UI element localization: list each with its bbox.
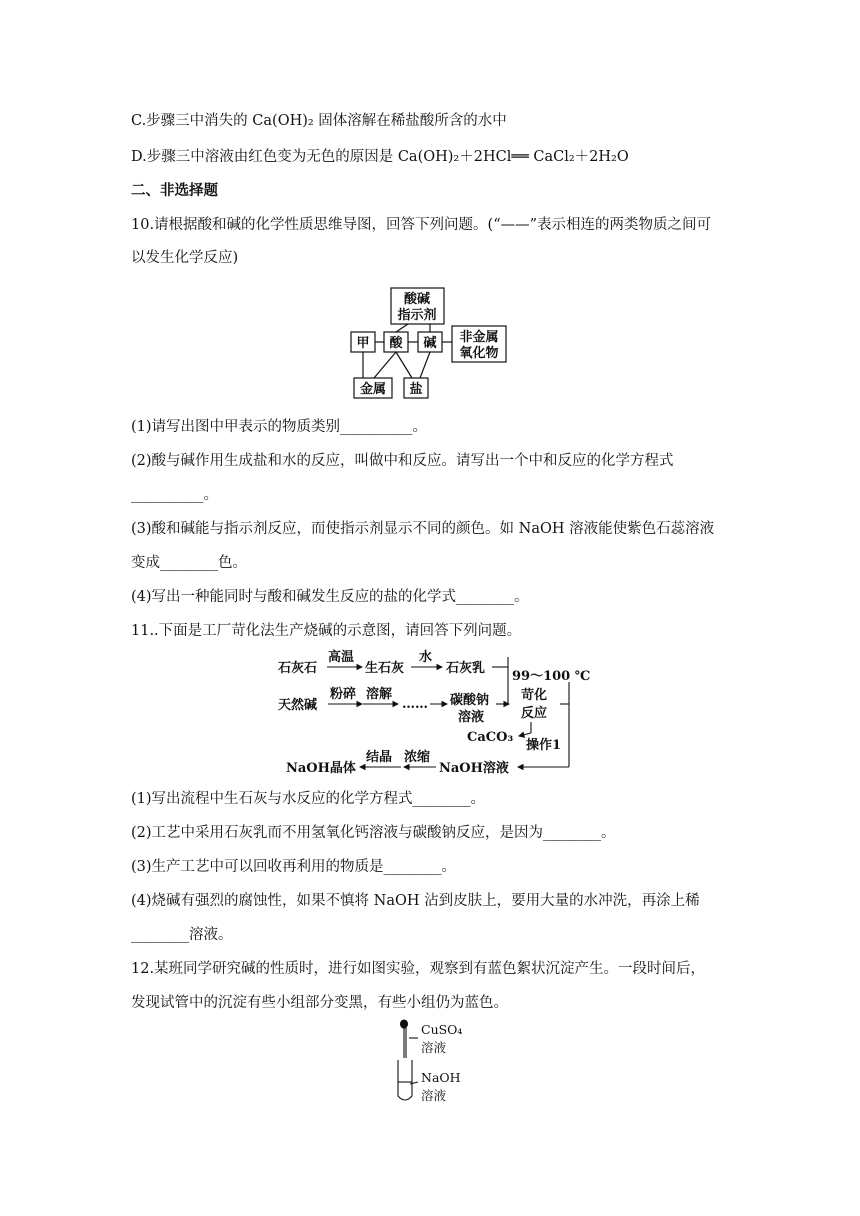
flow-op1: 操作1: [526, 738, 562, 753]
jia-label: 甲: [356, 336, 370, 351]
q12-stem-line2: 发现试管中的沉淀有些小组部分变黑，有些小组仍为蓝色。: [131, 995, 508, 1011]
flow-concentrate: 浓缩: [404, 750, 431, 765]
flow-na2co3-l1: 碳酸钠: [450, 693, 490, 708]
flow-temp: 99～100 ℃: [512, 669, 591, 684]
q11-stem: 11..下面是工厂苛化法生产烧碱的示意图，请回答下列问题。: [131, 623, 522, 639]
q10-part4: (4)写出一种能同时与酸和碱发生反应的盐的化学式________。: [131, 589, 529, 605]
q11-part4-line1: (4)烧碱有强烈的腐蚀性，如果不慎将 NaOH 沾到皮肤上，要用大量的水冲洗，再涂上稀: [131, 893, 700, 909]
q12-stem-line1: 12.某班同学研究碱的性质时，进行如图实验，观察到有蓝色絮状沉淀产生。一段时间后，: [131, 961, 706, 977]
caustic-soda-flowchart: [0, 647, 860, 777]
q10-part2-line1: (2)酸与碱作用生成盐和水的反应，叫做中和反应。请写出一个中和反应的化学方程式: [131, 453, 674, 469]
section-heading: 二、非选择题: [131, 182, 218, 199]
flow-caust-l2: 反应: [521, 706, 548, 721]
flow-dissolve: 溶解: [366, 687, 393, 702]
flow-lime-milk: 石灰乳: [446, 661, 486, 676]
q10-part3-line1: (3)酸和碱能与指示剂反应，而使指示剂显示不同的颜色。如 NaOH 溶液能使紫色石蕊溶液: [131, 521, 715, 537]
flow-naoh-sol: NaOH溶液: [439, 761, 509, 776]
metal-label: 金属: [359, 382, 387, 397]
q10-part2-line2: __________。: [131, 487, 218, 503]
q11-part1: (1)写出流程中生石灰与水反应的化学方程式________。: [131, 791, 486, 807]
tube-cuso4-l2: 溶液: [421, 1040, 447, 1055]
flow-caust-l1: 苛化: [521, 688, 548, 703]
q11-part4-line2: ________溶液。: [131, 927, 233, 943]
flow-quicklime: 生石灰: [365, 661, 405, 676]
flow-limestone: 石灰石: [278, 661, 318, 676]
q11-part3: (3)生产工艺中可以回收再利用的物质是________。: [131, 859, 457, 875]
option-d: D.步骤三中溶液由红色变为无色的原因是 Ca(OH)₂＋2HCl══ CaCl₂＋2H₂O: [131, 149, 629, 165]
flow-na2co3-l2: 溶液: [458, 710, 485, 725]
salt-label: 盐: [409, 382, 423, 397]
tube-naoh-l2: 溶液: [421, 1088, 447, 1103]
test-tube-figure: [0, 1018, 860, 1108]
nonmetal-l1: 非金属: [459, 330, 499, 345]
q10-stem-line2: 以发生化学反应): [131, 250, 239, 266]
q10-part1: (1)请写出图中甲表示的物质类别__________。: [131, 419, 428, 435]
flow-crystallize: 结晶: [366, 750, 393, 765]
q11-part2: (2)工艺中采用石灰乳而不用氢氧化钙溶液与碳酸钠反应，是因为________。: [131, 825, 616, 841]
indicator-l1: 酸碱: [403, 292, 431, 307]
acid-label: 酸: [389, 336, 403, 351]
tube-cuso4-l1: CuSO₄: [421, 1022, 463, 1037]
flow-caco3: CaCO₃: [467, 730, 514, 745]
flow-high-temp: 高温: [328, 650, 355, 665]
flow-crush: 粉碎: [330, 687, 357, 702]
tube-naoh-l1: NaOH: [421, 1070, 461, 1085]
nonmetal-l2: 氧化物: [459, 346, 499, 361]
indicator-l2: 指示剂: [397, 308, 437, 323]
q10-part3-line2: 变成________色。: [131, 555, 247, 571]
flow-dots: ……: [402, 697, 428, 712]
q10-stem-line1: 10.请根据酸和碱的化学性质思维导图，回答下列问题。(“——”表示相连的两类物质之间可: [131, 217, 712, 233]
flow-natural-soda: 天然碱: [278, 698, 318, 713]
base-label: 碱: [423, 336, 437, 351]
flow-naoh-crystal: NaOH晶体: [286, 761, 356, 776]
acid-base-mindmap: [0, 282, 860, 402]
option-c: C.步骤三中消失的 Ca(OH)₂ 固体溶解在稀盐酸所含的水中: [131, 113, 507, 129]
flow-water: 水: [419, 650, 433, 665]
